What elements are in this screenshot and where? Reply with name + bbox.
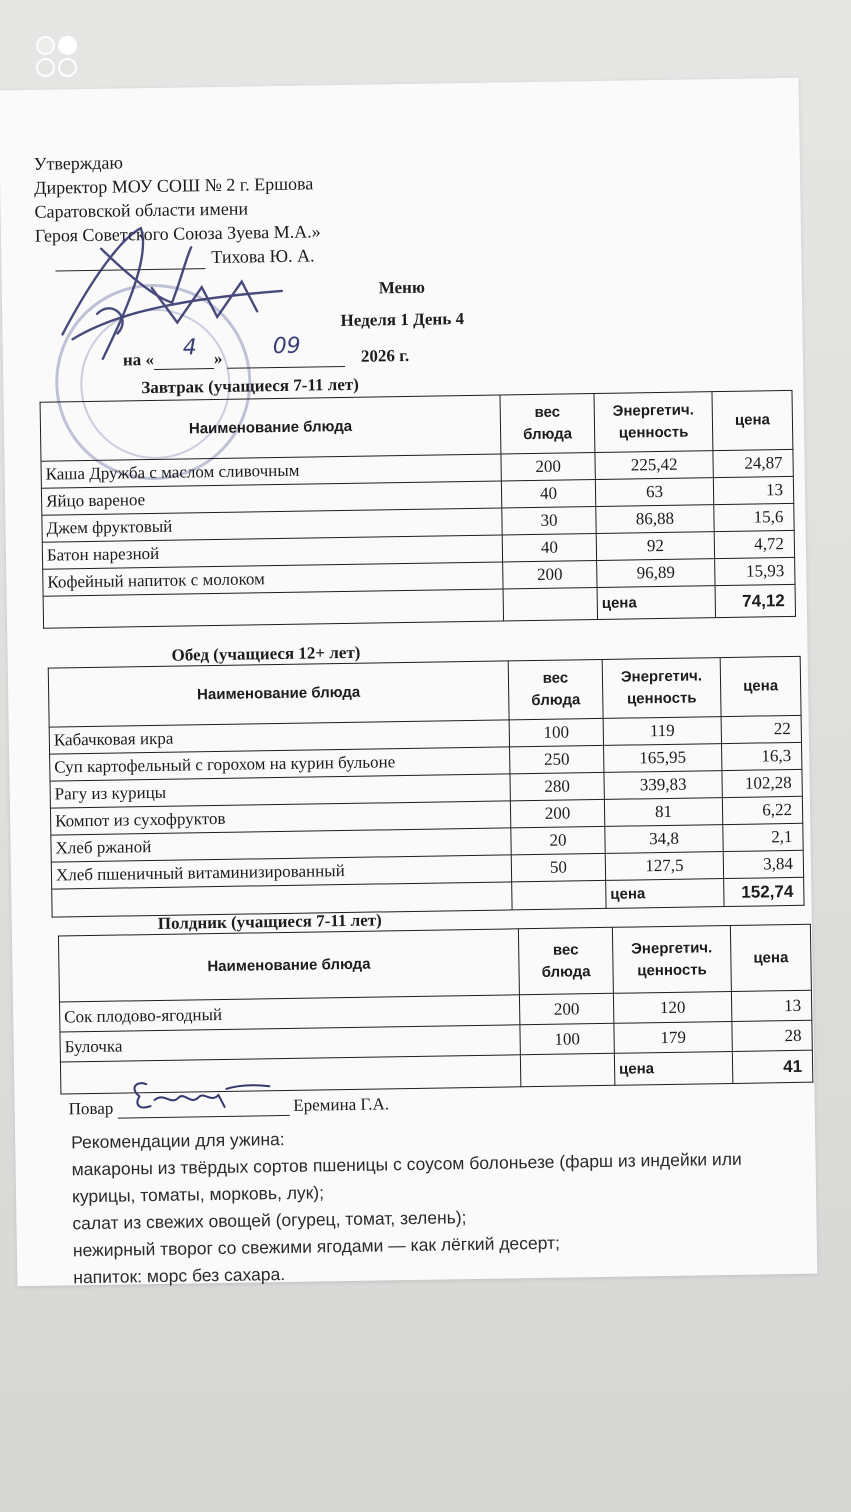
dish-price: 15,93 bbox=[715, 557, 795, 585]
dish-name: Яйцо вареное bbox=[41, 481, 501, 515]
dish-energy: 179 bbox=[614, 1021, 732, 1053]
dish-price: 15,6 bbox=[714, 503, 794, 531]
dish-weight: 100 bbox=[520, 1023, 614, 1054]
breakfast-table bbox=[40, 390, 796, 629]
dish-price: 2,1 bbox=[723, 823, 803, 851]
total-price: 41 bbox=[732, 1050, 812, 1083]
approval-school-name: Героя Советского Союза Зуева М.А.» bbox=[34, 221, 321, 246]
lunch-title: Обед (учащиеся 12+ лет) bbox=[171, 642, 361, 665]
approval-signer: Тихова Ю. А. bbox=[211, 245, 315, 268]
dish-weight: 40 bbox=[502, 534, 596, 562]
date-year: 2026 г. bbox=[360, 345, 410, 366]
dish-weight: 40 bbox=[501, 480, 595, 508]
dish-name: Хлеб пшеничный витаминизированный bbox=[51, 855, 511, 889]
col-price-header: цена bbox=[720, 656, 801, 716]
date-prefix: на « bbox=[122, 349, 155, 370]
approval-heading: Утверждаю bbox=[33, 152, 123, 174]
dish-name: Компот из сухофруктов bbox=[50, 801, 510, 835]
snack-title: Полдник (учащиеся 7-11 лет) bbox=[157, 910, 382, 933]
dish-price: 102,28 bbox=[722, 769, 802, 797]
col-weight-header: вес блюда bbox=[518, 927, 613, 994]
dish-price: 13 bbox=[731, 990, 811, 1021]
col-name-header: Наименование блюда bbox=[58, 929, 519, 1002]
dish-price: 3,84 bbox=[723, 850, 803, 878]
menu-date bbox=[122, 333, 410, 370]
dish-name: Джем фруктовый bbox=[42, 508, 502, 542]
col-price-header: цена bbox=[730, 924, 811, 991]
dish-name: Булочка bbox=[60, 1025, 520, 1062]
col-name-header: Наименование блюда bbox=[48, 661, 509, 727]
dish-energy: 63 bbox=[595, 478, 713, 507]
camera-logo-icon bbox=[36, 36, 80, 80]
dish-price: 22 bbox=[721, 715, 801, 743]
recommendation-item: нежирный творог со свежими ягодами — как лёгкий десерт; bbox=[72, 1232, 561, 1261]
dish-name: Каша Дружба с маслом сливочным bbox=[41, 454, 501, 488]
recommendation-item: салат из свежих овощей (огурец, томат, зелень); bbox=[72, 1207, 467, 1234]
dish-weight: 200 bbox=[519, 993, 613, 1024]
date-mid: » bbox=[213, 348, 223, 369]
snack-table bbox=[58, 924, 813, 1095]
dinner-recommendations bbox=[71, 1118, 803, 1291]
dish-price: 16,3 bbox=[722, 742, 802, 770]
cook-signature-line bbox=[69, 1094, 390, 1119]
date-month-handwritten: 09 bbox=[272, 333, 301, 360]
date-day-handwritten: 4 bbox=[182, 335, 197, 361]
week-day-label: Неделя 1 День 4 bbox=[340, 309, 465, 331]
dish-energy: 165,95 bbox=[604, 744, 722, 773]
dish-energy: 86,88 bbox=[596, 505, 714, 534]
cook-label: Повар bbox=[68, 1098, 114, 1119]
lunch-table bbox=[48, 656, 805, 918]
recommendations-title: Рекомендации для ужина: bbox=[71, 1128, 285, 1153]
breakfast-title: Завтрак (учащиеся 7-11 лет) bbox=[141, 374, 359, 398]
dish-energy: 225,42 bbox=[595, 451, 713, 480]
recommendation-item: напиток: морс без сахара. bbox=[73, 1264, 286, 1288]
dish-name: Сок плодово-ягодный bbox=[59, 995, 519, 1032]
dish-weight: 200 bbox=[510, 799, 604, 827]
table-header-row bbox=[58, 924, 811, 1002]
dish-energy: 120 bbox=[613, 991, 731, 1023]
col-weight-header: вес блюда bbox=[500, 394, 595, 454]
dish-name: Суп картофельный с горохом на курин бульоне bbox=[50, 747, 510, 781]
dish-weight: 30 bbox=[502, 507, 596, 535]
dish-name: Кабачковая икра bbox=[49, 720, 509, 754]
dish-price: 6,22 bbox=[722, 796, 802, 824]
dish-price: 13 bbox=[713, 476, 793, 504]
total-label: цена bbox=[606, 879, 724, 909]
dish-energy: 127,5 bbox=[605, 852, 723, 881]
dish-name: Кофейный напиток с молоком bbox=[43, 562, 503, 596]
dish-name: Рагу из курицы bbox=[50, 774, 510, 808]
dish-energy: 339,83 bbox=[604, 771, 722, 800]
col-price-header: цена bbox=[712, 390, 793, 450]
dish-name: Батон нарезной bbox=[42, 535, 502, 569]
col-energy-header: Энергетич. ценность bbox=[612, 925, 731, 993]
approval-director: Директор МОУ СОШ № 2 г. Ершова bbox=[34, 173, 314, 198]
dish-weight: 200 bbox=[503, 561, 597, 589]
dish-energy: 34,8 bbox=[605, 825, 723, 854]
cook-name: Еремина Г.А. bbox=[293, 1094, 390, 1115]
menu-title: Меню bbox=[378, 277, 426, 298]
dish-price: 4,72 bbox=[714, 530, 794, 558]
approval-region: Саратовской области имени bbox=[34, 198, 249, 222]
menu-sheet bbox=[0, 78, 817, 1286]
col-weight-header: вес блюда bbox=[508, 659, 603, 719]
dish-name: Хлеб ржаной bbox=[51, 828, 511, 862]
approval-block bbox=[34, 147, 322, 271]
dish-energy: 92 bbox=[596, 532, 714, 561]
total-price: 74,12 bbox=[715, 584, 795, 617]
dish-weight: 100 bbox=[509, 718, 603, 746]
dish-weight: 280 bbox=[510, 772, 604, 800]
col-name-header: Наименование блюда bbox=[40, 395, 501, 461]
total-label: цена bbox=[597, 586, 715, 620]
dish-energy: 81 bbox=[604, 798, 722, 827]
dish-weight: 20 bbox=[511, 826, 605, 854]
dish-energy: 119 bbox=[603, 717, 721, 746]
dish-weight: 250 bbox=[510, 745, 604, 773]
dish-weight: 200 bbox=[501, 453, 595, 481]
dish-price: 28 bbox=[732, 1020, 812, 1051]
col-energy-header: Энергетич. ценность bbox=[594, 392, 713, 453]
dish-energy: 96,89 bbox=[597, 559, 715, 588]
dish-weight: 50 bbox=[511, 853, 605, 881]
col-energy-header: Энергетич. ценность bbox=[602, 658, 721, 719]
total-price: 152,74 bbox=[724, 877, 804, 906]
dish-price: 24,87 bbox=[713, 449, 793, 477]
director-signature-line bbox=[55, 250, 205, 271]
recommendation-item: макароны из твёрдых сортов пшеницы с соусом болоньезе (фарш из индейки или курицы, томаты, морковь, лук); bbox=[71, 1148, 742, 1207]
total-label: цена bbox=[614, 1051, 732, 1085]
